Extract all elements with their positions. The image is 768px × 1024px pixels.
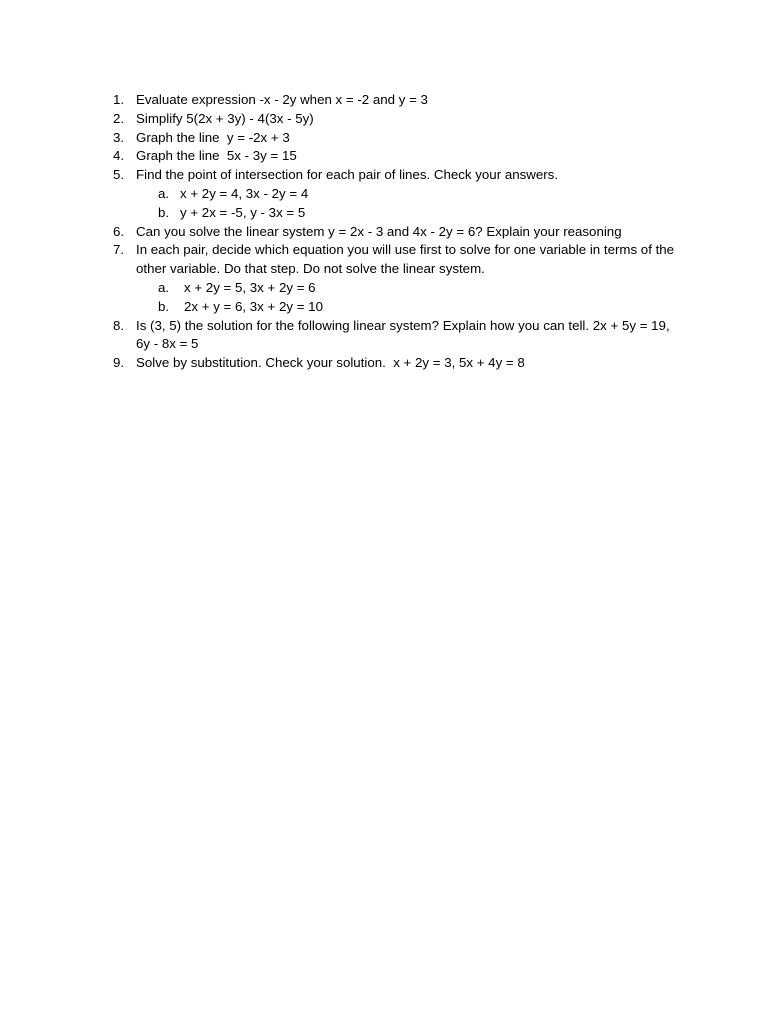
question-number: 3. [113,129,125,145]
subquestion-7a [110,279,680,298]
subquestion-letter: b. [158,298,170,314]
question-text: Is (3, 5) the solution for the following linear system? Explain how you can tell. 2x + 5y = 19, 6y - 8x = 5 [136,317,674,352]
question-number: 7. [113,242,125,258]
question-5-subparts [110,185,680,223]
subquestion-letter: b. [158,204,170,220]
question-number: 9. [113,355,125,371]
question-number: 6. [113,223,125,239]
question-9 [110,354,680,373]
question-7 [110,241,680,279]
question-number: 1. [113,92,125,107]
question-number: 8. [113,317,125,333]
subquestion-text: x + 2y = 5, 3x + 2y = 6 [184,279,316,295]
subquestion-letter: a. [158,279,170,295]
question-7-subparts [110,279,680,317]
subquestion-7b [110,298,680,317]
question-text: Evaluate expression -x - 2y when x = -2 and y = 3 [136,92,428,107]
subquestion-5a [110,185,680,204]
subquestion-text: y + 2x = -5, y - 3x = 5 [180,204,306,220]
question-text: In each pair, decide which equation you will use first to solve for one variable in terms of the other variable. Do that step. Do not solve the linear system. [136,242,678,277]
subquestion-text: 2x + y = 6, 3x + 2y = 10 [184,298,323,314]
question-5 [110,166,680,185]
question-text: Graph the line y = -2x + 3 [136,129,290,145]
question-number: 4. [113,148,125,164]
question-text: Simplify 5(2x + 3y) - 4(3x - 5y) [136,110,314,126]
subquestion-text: x + 2y = 4, 3x - 2y = 4 [180,185,309,201]
question-text: Graph the line 5x - 3y = 15 [136,148,297,164]
question-4 [110,147,680,166]
question-1 [110,91,680,110]
question-text: Find the point of intersection for each pair of lines. Check your answers. [136,167,559,183]
question-6 [110,223,680,242]
subquestion-5b [110,204,680,223]
question-8 [110,317,680,355]
subquestion-letter: a. [158,185,170,201]
question-number: 5. [113,167,125,183]
question-list [110,91,680,373]
question-text: Can you solve the linear system y = 2x - 3 and 4x - 2y = 6? Explain your reasoning [136,223,622,239]
question-2 [110,110,680,129]
question-text: Solve by substitution. Check your solution. x + 2y = 3, 5x + 4y = 8 [136,355,525,371]
question-3 [110,129,680,148]
question-number: 2. [113,110,125,126]
